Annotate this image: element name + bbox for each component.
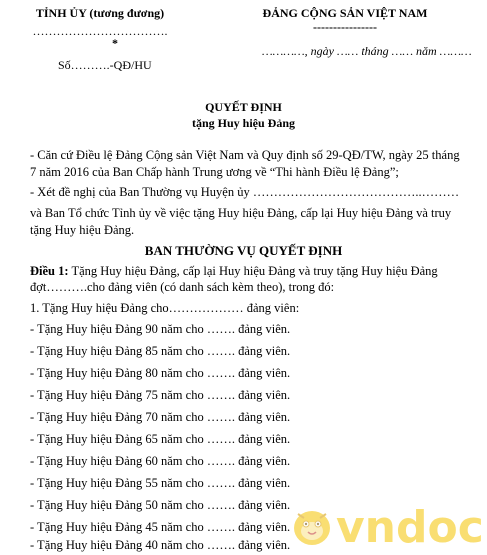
award-line-75: - Tặng Huy hiệu Đảng 75 năm cho ……. đảng viên. — [30, 388, 291, 402]
document-subtitle: tặng Huy hiệu Đảng — [191, 116, 296, 130]
watermark-text: vndoc — [336, 502, 484, 550]
award-line-90: - Tặng Huy hiệu Đảng 90 năm cho ……. đảng viên. — [30, 322, 291, 336]
award-line-60: - Tặng Huy hiệu Đảng 60 năm cho ……. đảng viên. — [30, 454, 291, 468]
article-1-label: Điều 1: — [30, 264, 69, 278]
vndoc-watermark-logo — [288, 498, 487, 550]
issuer-dots: ……………………………. — [32, 24, 168, 38]
basis-line-1: - Căn cứ Điều lệ Đảng Cộng sản Việt Nam và Quy định số 29-QĐ/TW, ngày 25 tháng — [30, 148, 460, 162]
issuer-star: * — [112, 36, 118, 50]
decision-heading: BAN THƯỜNG VỤ QUYẾT ĐỊNH — [144, 243, 343, 258]
award-line-65: - Tặng Huy hiệu Đảng 65 năm cho ……. đảng viên. — [30, 432, 291, 446]
award-line-40: - Tặng Huy hiệu Đảng 40 năm cho ……. đảng viên. — [30, 538, 291, 552]
award-line-85: - Tặng Huy hiệu Đảng 85 năm cho ……. đảng viên. — [30, 344, 291, 358]
basis-line-5: tặng Huy hiệu Đảng. — [30, 223, 135, 237]
document-date: …………, ngày …… tháng …… năm ……… — [262, 44, 472, 58]
article-1-line-1 — [30, 264, 438, 279]
mascot-icon — [294, 511, 330, 545]
award-line-50: - Tặng Huy hiệu Đảng 50 năm cho ……. đảng viên. — [30, 498, 291, 512]
award-line-70: - Tặng Huy hiệu Đảng 70 năm cho ……. đảng viên. — [30, 410, 291, 424]
issuer-name: TỈNH ỦY (tương đương) — [35, 6, 165, 20]
award-line-55: - Tặng Huy hiệu Đảng 55 năm cho ……. đảng viên. — [30, 476, 291, 490]
basis-line-2: 7 năm 2016 của Ban Chấp hành Trung ương về “Thi hành Điều lệ Đảng”; — [30, 165, 399, 179]
article-1-item-1: 1. Tặng Huy hiệu Đảng cho……………… đảng viên: — [30, 301, 300, 315]
document-number: Số……….-QĐ/HU — [58, 58, 152, 72]
article-1-line-2: đợt……….cho đảng viên (có danh sách kèm theo), trong đó: — [30, 280, 335, 294]
award-line-80: - Tặng Huy hiệu Đảng 80 năm cho ……. đảng viên. — [30, 366, 291, 380]
party-underline: ---------------- — [313, 20, 377, 34]
basis-line-4: và Ban Tổ chức Tỉnh ủy về việc tặng Huy hiệu Đảng, cấp lại Huy hiệu Đảng và truy — [30, 206, 452, 220]
basis-line-3: - Xét đề nghị của Ban Thường vụ Huyện ủy …………………………………..……… — [30, 185, 460, 199]
article-1-text: Tặng Huy hiệu Đảng, cấp lại Huy hiệu Đảng và truy tặng Huy hiệu Đảng — [68, 264, 438, 278]
award-line-45: - Tặng Huy hiệu Đảng 45 năm cho ……. đảng viên. — [30, 520, 291, 534]
party-name: ĐẢNG CỘNG SẢN VIỆT NAM — [262, 6, 428, 20]
document-title: QUYẾT ĐỊNH — [205, 100, 282, 114]
